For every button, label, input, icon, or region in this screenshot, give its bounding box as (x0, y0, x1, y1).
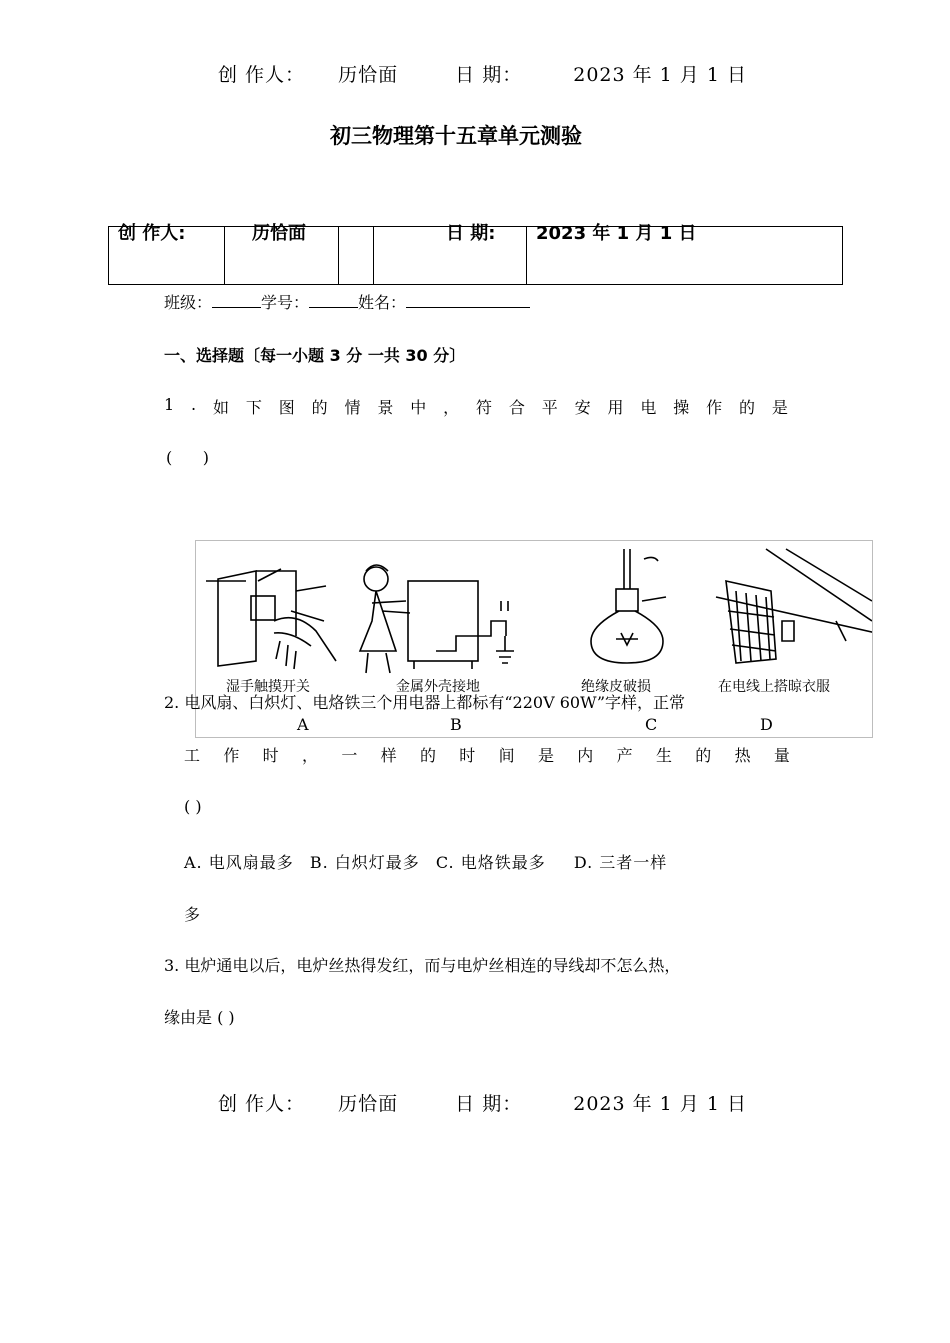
q2-options-wrap: 多 (184, 905, 201, 924)
page-title: 初三物理第十五章单元测验 (330, 124, 582, 148)
number-label: 学号： (261, 293, 310, 312)
section-heading: 一、选择题〔每一小题 3 分 一共 30 分〕 (164, 346, 466, 365)
q1-char: 合 (508, 398, 525, 417)
class-label: 班级： (164, 293, 213, 312)
q2-char: 热 (734, 746, 751, 765)
header-creator-label: 创 作人： (218, 64, 306, 86)
clothes-on-wire-illustration (716, 549, 872, 663)
q1-char: 如 (213, 398, 230, 417)
letter-d: D (760, 715, 773, 734)
q2-line2 (184, 743, 790, 766)
q3-line1: 3. 电炉通电以后，电炉丝热得发红，而与电炉丝相连的导线却不怎么热， (164, 956, 681, 975)
caption-a: 湿手触摸开关 (226, 679, 310, 695)
woman-appliance-illustration (360, 565, 514, 673)
q1-char: 下 (245, 398, 262, 417)
q2-char: 作 (223, 746, 240, 765)
letter-c: C (645, 715, 658, 734)
page-footer (218, 1089, 747, 1116)
q1-char: 操 (673, 398, 690, 417)
q1-char: 是 (771, 398, 788, 417)
q2-options (184, 850, 667, 873)
q1-char: 的 (739, 398, 756, 417)
q2-option-c: C. 电烙铁最多 (435, 853, 546, 872)
q2-char: 时 (459, 746, 476, 765)
name-blank[interactable] (406, 293, 530, 308)
q2-option-b: B. 白炽灯最多 (309, 853, 420, 872)
q2-char: 时 (262, 746, 279, 765)
q1-bracket: ( ) (166, 448, 209, 467)
caption-b: 金属外壳接地 (396, 679, 480, 695)
q1-char: 1 (164, 395, 175, 414)
q1-char: 图 (278, 398, 295, 417)
q1-char: 中 (410, 398, 427, 417)
q2-char: 的 (695, 746, 712, 765)
letter-b: B (450, 715, 462, 734)
q3-line2: 缘由是 ( ) (164, 1008, 235, 1027)
page-header (218, 60, 747, 87)
student-info-line (164, 290, 530, 313)
name-label: 姓名： (358, 293, 407, 312)
header-date-value: 2023 年 1 月 1 日 (573, 64, 747, 86)
q1-char: 情 (344, 398, 361, 417)
q2-char: 间 (498, 746, 515, 765)
info-date-label: 日 期: (446, 223, 496, 244)
footer-creator-label: 创 作人： (218, 1093, 306, 1115)
q2-char: 量 (773, 746, 790, 765)
q2-char: ， (301, 746, 318, 765)
info-creator-label: 创 作人: (118, 223, 186, 244)
q1-char: 用 (607, 398, 624, 417)
header-creator-name: 历恰面 (338, 64, 399, 86)
q2-bracket: ( ) (184, 797, 202, 816)
caption-c: 绝缘皮破损 (581, 679, 651, 695)
q2-option-d: D. 三者一样 (573, 853, 668, 872)
q2-char: 内 (577, 746, 594, 765)
letter-a: A (297, 715, 309, 734)
q2-char: 的 (419, 746, 436, 765)
q2-char: 一 (341, 746, 358, 765)
footer-creator-name: 历恰面 (338, 1093, 399, 1115)
q2-char: 产 (616, 746, 633, 765)
q2-char: 是 (537, 746, 554, 765)
class-blank[interactable] (212, 293, 261, 308)
info-date-value: 2023 年 1 月 1 日 (536, 223, 697, 244)
footer-date-label: 日 期： (455, 1093, 523, 1115)
q1-char: 电 (640, 398, 657, 417)
q2-char: 生 (655, 746, 672, 765)
header-date-label: 日 期： (455, 64, 523, 86)
q2-char: 工 (184, 746, 201, 765)
q2-char: 样 (380, 746, 397, 765)
info-creator-name: 历恰面 (252, 223, 306, 244)
q1-char: . (191, 395, 197, 414)
q1-char: 安 (574, 398, 591, 417)
q1-char: 的 (311, 398, 328, 417)
light-bulb-illustration (591, 549, 666, 663)
q1-char: 平 (541, 398, 558, 417)
q1-char: 景 (377, 398, 394, 417)
footer-date-value: 2023 年 1 月 1 日 (573, 1093, 747, 1115)
number-blank[interactable] (309, 293, 358, 308)
q1-char: 作 (706, 398, 723, 417)
caption-d: 在电线上搭晾衣服 (718, 679, 830, 695)
q1-char: 符 (476, 398, 493, 417)
q2-option-a: A. 电风扇最多 (184, 853, 294, 872)
q1-char: ， (443, 398, 460, 417)
q1-line (164, 395, 788, 418)
info-cell-empty-1 (339, 227, 374, 285)
q2-line1: 2. 电风扇、白炽灯、电烙铁三个用电器上都标有“220V 60W”字样，正常 (164, 693, 685, 712)
switch-hand-illustration (206, 569, 336, 669)
